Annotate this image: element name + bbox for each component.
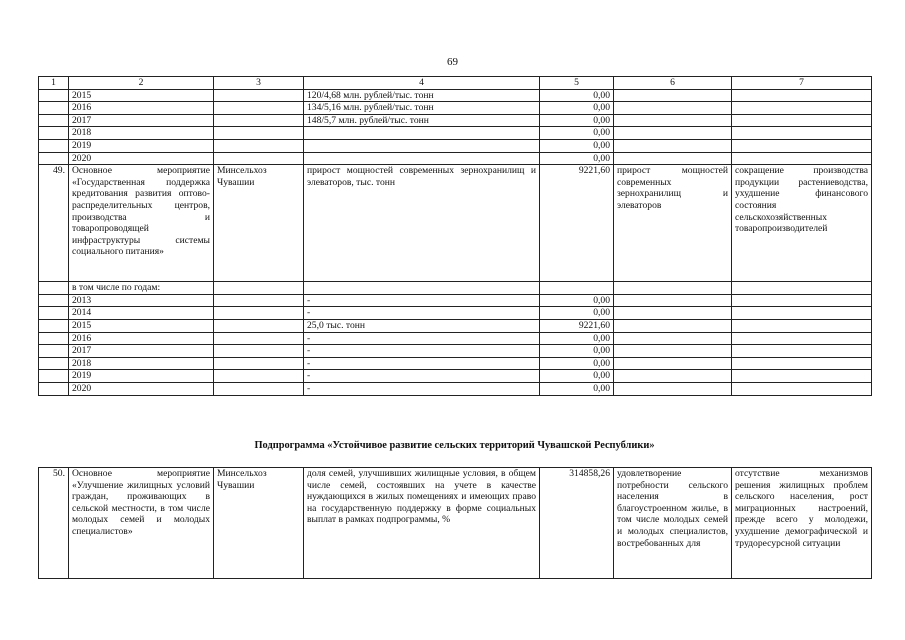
indicator-cell: -: [304, 370, 540, 383]
table-row: [39, 282, 872, 295]
risk-cell: сокращение производства продукции растениеводства, ухудшение финансового состояния сельскохозяйственных товаропроизводителей: [732, 165, 872, 282]
indicator-cell: 134/5,16 млн. рублей/тыс. тонн: [304, 102, 540, 115]
year-cell: 2015: [69, 89, 214, 102]
indicator-cell: доля семей, улучшивших жилищные условия, в общем числе семей, состоявших на учете в качестве нуждающихся в жилых помещениях и имеющих право на государственную поддержку в форме социальных выплат в рамках подпрограммы, %: [304, 468, 540, 579]
table-row: [39, 294, 872, 307]
by-years-label: в том числе по годам:: [69, 282, 214, 295]
amount-cell: 0,00: [540, 370, 614, 383]
amount-cell: 9221,60: [540, 165, 614, 282]
indicator-cell: -: [304, 357, 540, 370]
column-number: 6: [614, 77, 732, 90]
indicator-cell: [304, 152, 540, 165]
result-cell: удовлетворение потребности сельского населения в благоустроенном жилье, в том числе молодых семей и молодых специалистов, востребованных для: [614, 468, 732, 579]
column-number: 3: [214, 77, 304, 90]
risk-cell: отсутствие механизмов решения жилищных проблем сельского населения, рост миграционных настроений, прежде всего у молодежи, ухудшение демографической и трудоресурсной ситуации: [732, 468, 872, 579]
year-cell: 2019: [69, 139, 214, 152]
column-number-row: [39, 77, 872, 90]
measure-name: Основное мероприятие «Улучшение жилищных условий граждан, проживающих в сельской местности, в том числе молодых семей и молодых специалистов»: [69, 468, 214, 579]
amount-cell: 9221,60: [540, 319, 614, 332]
table-row: [39, 89, 872, 102]
measures-table: [38, 76, 872, 396]
result-cell: прирост мощностей современных зернохранилищ и элеваторов: [614, 165, 732, 282]
table-row: [39, 357, 872, 370]
year-cell: 2020: [69, 382, 214, 395]
year-cell: 2014: [69, 307, 214, 320]
column-number: 1: [39, 77, 69, 90]
measure-row-49: [39, 165, 872, 282]
amount-cell: 0,00: [540, 102, 614, 115]
measure-name: Основное мероприятие «Государственная поддержка кредитования развития оптово-распределительных центров, производства и товаропроводящей инфраструктуры системы социального питания»: [69, 165, 214, 282]
table-row: [39, 102, 872, 115]
amount-cell: 0,00: [540, 139, 614, 152]
table-row: [39, 332, 872, 345]
year-cell: 2016: [69, 102, 214, 115]
indicator-cell: -: [304, 345, 540, 358]
executor-cell: Минсельхоз Чувашии: [214, 468, 304, 579]
column-number: 5: [540, 77, 614, 90]
year-cell: 2018: [69, 357, 214, 370]
amount-cell: 0,00: [540, 127, 614, 140]
indicator-cell: [304, 139, 540, 152]
amount-cell: 0,00: [540, 382, 614, 395]
table-row: [39, 319, 872, 332]
year-cell: 2018: [69, 127, 214, 140]
table-row: [39, 307, 872, 320]
column-number: 2: [69, 77, 214, 90]
table-row: [39, 139, 872, 152]
amount-cell: 0,00: [540, 307, 614, 320]
year-cell: 2020: [69, 152, 214, 165]
amount-cell: 0,00: [540, 332, 614, 345]
amount-cell: 0,00: [540, 294, 614, 307]
amount-cell: 0,00: [540, 114, 614, 127]
executor-cell: Минсельхоз Чувашии: [214, 165, 304, 282]
year-cell: 2016: [69, 332, 214, 345]
indicator-cell: 148/5,7 млн. рублей/тыс. тонн: [304, 114, 540, 127]
amount-cell: 314858,26: [540, 468, 614, 579]
table-row: [39, 345, 872, 358]
row-number: 49.: [39, 165, 69, 282]
amount-cell: 0,00: [540, 357, 614, 370]
table-row: [39, 114, 872, 127]
table-row: [39, 382, 872, 395]
year-cell: 2017: [69, 114, 214, 127]
indicator-cell: [304, 127, 540, 140]
indicator-cell: -: [304, 294, 540, 307]
amount-cell: 0,00: [540, 345, 614, 358]
page-number: 69: [447, 56, 458, 68]
indicator-cell: 120/4,68 млн. рублей/тыс. тонн: [304, 89, 540, 102]
measure-row-50: [39, 468, 872, 579]
indicator-cell: 25,0 тыс. тонн: [304, 319, 540, 332]
row-number: 50.: [39, 468, 69, 579]
column-number: 7: [732, 77, 872, 90]
year-cell: 2013: [69, 294, 214, 307]
year-cell: 2019: [69, 370, 214, 383]
year-cell: 2015: [69, 319, 214, 332]
year-cell: 2017: [69, 345, 214, 358]
indicator-cell: прирост мощностей современных зернохранилищ и элеваторов, тыс. тонн: [304, 165, 540, 282]
table-row: [39, 370, 872, 383]
amount-cell: 0,00: [540, 152, 614, 165]
table-row: [39, 127, 872, 140]
indicator-cell: -: [304, 382, 540, 395]
indicator-cell: -: [304, 307, 540, 320]
subprogram-heading: Подпрограмма «Устойчивое развитие сельских территорий Чувашской Республики»: [254, 440, 655, 451]
amount-cell: 0,00: [540, 89, 614, 102]
subprogram-table: [38, 467, 872, 579]
column-number: 4: [304, 77, 540, 90]
table-row: [39, 152, 872, 165]
indicator-cell: -: [304, 332, 540, 345]
